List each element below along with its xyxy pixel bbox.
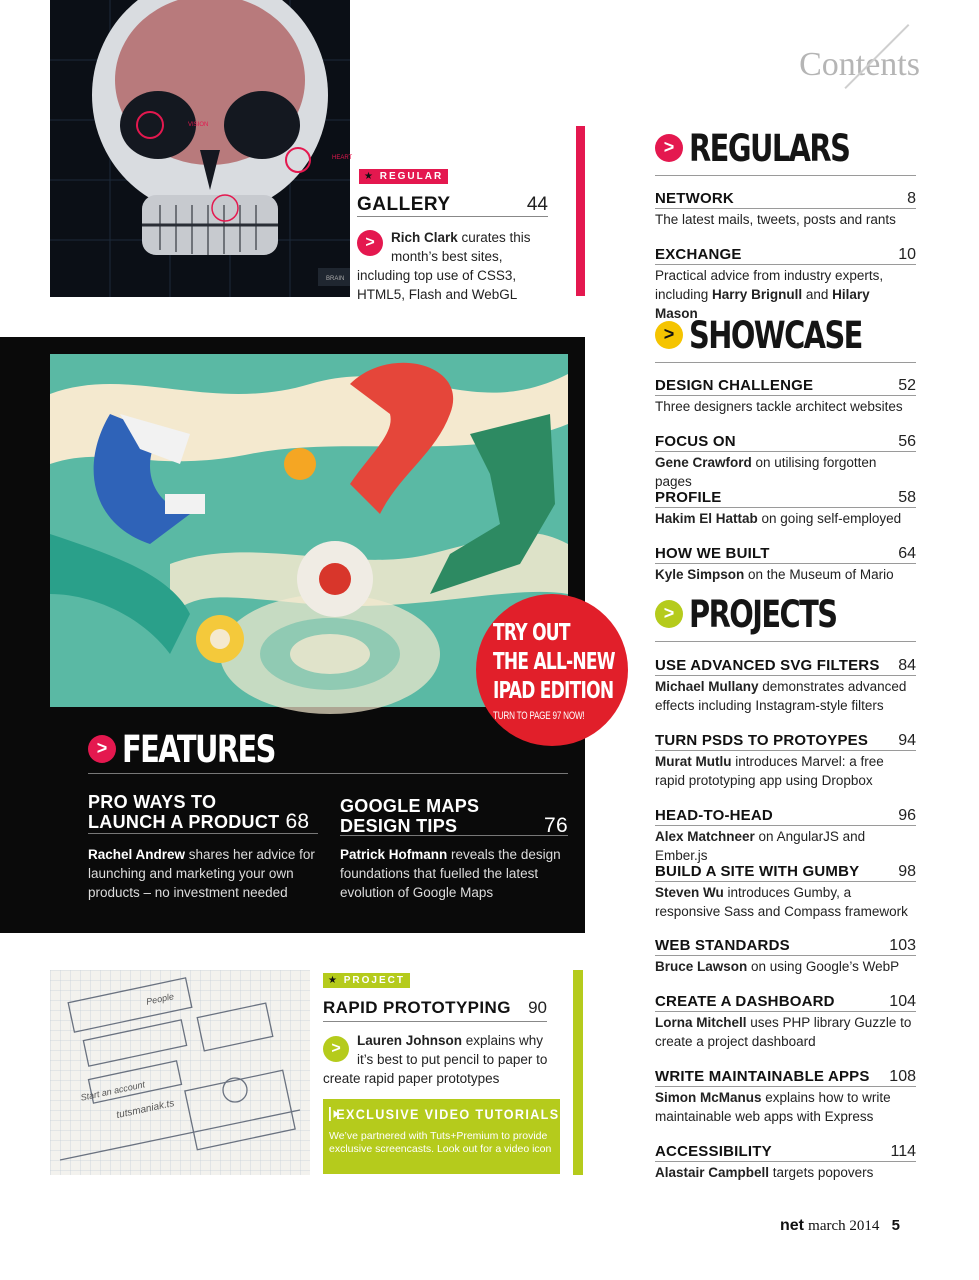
star-icon: ★ [364,171,375,182]
project-description [323,1031,548,1088]
item-title: HEAD-TO-HEAD [655,807,773,824]
feature-2-title-2: DESIGN TIPS [340,816,458,836]
item-author: Alex Matchneer [655,829,755,844]
list-item[interactable] [655,1142,916,1182]
chevron-right-icon: > [655,600,683,628]
chevron-right-icon: > [655,134,683,162]
ipad-promo-line1: TRY OUT [493,620,570,646]
item-page: 58 [898,489,916,506]
sketch-label-c: People [145,991,175,1007]
item-desc-text: on going self-employed [757,511,902,526]
item-author: Alastair Campbell [655,1165,770,1180]
item-description [655,827,916,865]
feature-2-title-1: GOOGLE MAPS [340,796,480,816]
page-footer [780,1217,900,1235]
feature-1-author: Rachel Andrew [88,847,186,862]
item-title: DESIGN CHALLENGE [655,377,814,394]
gallery-skull-image [50,0,353,297]
image-label-heart: HEART [332,155,353,161]
ipad-promo-line2: THE ALL-NEW [493,649,615,675]
list-item[interactable] [655,245,916,323]
item-desc-text: demonstrates advanced effects including Instagram-style filters [655,679,907,713]
feature-1-description [88,845,323,902]
item-title: BUILD A SITE WITH GUMBY [655,863,860,880]
feature-1-page: 68 [285,810,310,833]
item-description: The latest mails, tweets, posts and rants [655,212,896,227]
list-item[interactable] [655,656,916,715]
item-author: Michael Mullany [655,679,759,694]
footer-page-number: 5 [891,1217,900,1234]
feature-1-title-1: PRO WAYS TO [88,792,217,812]
list-item[interactable] [655,189,916,229]
list-item[interactable] [655,862,916,921]
gallery-page: 44 [526,194,548,215]
project-tag [323,973,410,988]
feature-article-2[interactable] [340,796,568,836]
regular-tag [359,169,448,184]
item-desc-bold-1: Harry Brignull [712,287,803,302]
project-desc-1: explains why [462,1033,544,1048]
page-title: Contents [799,46,920,83]
image-label-brain: BRAIN [326,276,345,282]
list-item[interactable] [655,544,916,584]
feature-article-1[interactable] [88,792,318,834]
chevron-right-icon: > [655,321,683,349]
footer-brand: net [780,1217,804,1234]
item-description [655,1163,916,1182]
regulars-heading [655,126,916,176]
regular-tag-label: REGULAR [379,171,444,182]
list-item[interactable] [655,936,916,976]
item-desc-text: uses PHP library Guzzle to create a project dashboard [655,1015,912,1049]
project-author: Lauren Johnson [357,1033,463,1048]
item-author: Kyle Simpson [655,567,745,582]
item-title: ACCESSIBILITY [655,1143,772,1160]
item-page: 104 [889,993,916,1010]
item-desc-text: on AngularJS and Ember.js [655,829,866,863]
item-page: 56 [898,433,916,450]
item-author: Hakim El Hattab [655,511,758,526]
item-description [655,565,916,584]
item-description [655,1088,916,1126]
item-title: TURN PSDS TO PROTOYPES [655,732,869,749]
item-desc-text: on utilising forgotten pages [655,455,877,489]
sketch-label-b: Start an account [79,1079,146,1103]
item-author: Lorna Mitchell [655,1015,747,1030]
item-page: 10 [898,246,916,263]
item-title: USE ADVANCED SVG FILTERS [655,657,880,674]
project-title: RAPID PROTOTYPING [323,998,511,1017]
star-icon: ★ [328,975,339,986]
item-description [655,957,916,976]
item-title: WRITE MAINTAINABLE APPS [655,1068,870,1085]
video-tutorials-box[interactable] [323,1099,565,1174]
gallery-desc-2: month’s best sites, including top use of CSS3, HTML5, Flash and WebGL [357,249,518,302]
feature-1-title-2: LAUNCH A PRODUCT [88,812,280,832]
gallery-title: GALLERY [357,194,451,215]
gallery-description [357,228,557,304]
gallery-accent-bar [576,126,585,296]
regulars-heading-label: REGULARS [689,127,850,170]
item-author: Steven Wu [655,885,724,900]
feature-2-desc: reveals the design foundations that fuelled the latest evolution of Google Maps [340,847,561,900]
item-description [655,883,916,921]
list-item[interactable] [655,1067,916,1126]
features-heading [88,729,568,774]
item-description [655,509,916,528]
item-desc-text: explains how to write maintainable web apps with Express [655,1090,891,1124]
projects-heading-label: PROJECTS [689,593,837,636]
feature-2-author: Patrick Hofmann [340,847,448,862]
feature-2-page: 76 [544,814,568,837]
gallery-author: Rich Clark [391,230,458,245]
item-description [655,752,916,790]
item-page: 52 [898,377,916,394]
item-title: WEB STANDARDS [655,937,790,954]
item-desc-text: introduces Marvel: a free rapid prototyping app using Dropbox [655,754,884,788]
showcase-heading [655,313,916,363]
item-title: PROFILE [655,489,722,506]
video-icon [329,1107,331,1121]
item-description [655,1013,916,1051]
item-desc-text: Practical advice from industry experts, including [655,268,884,302]
item-title: FOCUS ON [655,433,736,450]
item-author: Murat Mutlu [655,754,732,769]
item-title: CREATE A DASHBOARD [655,993,835,1010]
ipad-promo-line3: IPAD EDITION [493,678,614,704]
item-desc-text: introduces Gumby, a responsive Sass and Compass framework [655,885,908,919]
features-heading-label: FEATURES [122,728,275,771]
item-page: 114 [890,1143,916,1160]
item-page: 84 [898,657,916,674]
list-item[interactable] [655,806,916,865]
showcase-heading-label: SHOWCASE [689,314,862,357]
item-description [655,677,916,715]
item-author: Gene Crawford [655,455,752,470]
chevron-right-icon: > [323,1036,349,1062]
item-author: Simon McManus [655,1090,762,1105]
project-heading[interactable] [323,998,547,1022]
item-page: 103 [889,937,916,954]
item-desc-text: on the Museum of Mario [744,567,894,582]
image-label-vision: VISION [188,122,209,128]
item-desc-text: on using Google’s WebP [747,959,900,974]
projects-heading [655,592,916,642]
item-page: 8 [907,190,916,207]
item-title: EXCHANGE [655,246,742,263]
chevron-right-icon: > [357,230,383,256]
list-item[interactable] [655,731,916,790]
video-box-heading: EXCLUSIVE VIDEO TUTORIALS! [336,1106,565,1122]
list-item[interactable] [655,488,916,528]
item-page: 98 [898,863,916,880]
list-item[interactable] [655,992,916,1051]
project-page: 90 [528,998,547,1017]
item-page: 96 [898,807,916,824]
gallery-desc-1: curates this [457,230,531,245]
list-item[interactable] [655,376,916,416]
sketch-label-a: tutsmaniak.ts [115,1097,176,1122]
item-page: 94 [898,732,916,749]
item-title: NETWORK [655,190,734,207]
project-accent-bar [573,970,583,1175]
project-desc-2: it’s best to put pencil to paper to create rapid paper prototypes [323,1052,548,1086]
item-author: Bruce Lawson [655,959,748,974]
feature-2-description [340,845,570,902]
ipad-promo-small: TURN TO PAGE 97 NOW! [493,710,585,722]
list-item[interactable] [655,432,916,491]
ipad-promo-badge[interactable] [476,594,628,746]
feature-1-desc: shares her advice for launching and marketing your own products – no investment needed [88,847,315,900]
project-sketch-image [50,970,310,1175]
item-page: 64 [898,545,916,562]
item-page: 108 [889,1068,916,1085]
item-title: HOW WE BUILT [655,545,770,562]
item-desc-mid: and [802,287,833,302]
footer-issue: march 2014 [808,1218,880,1234]
chevron-right-icon: > [88,735,116,763]
item-desc-bold-2: Hilary Mason [655,287,870,321]
video-box-description: We’ve partnered with Tuts+Premium to provide exclusive screencasts. Look out for a video icon [329,1130,552,1155]
project-tag-label: PROJECT [343,975,405,986]
gallery-heading[interactable] [357,194,548,217]
item-description: Three designers tackle architect websites [655,399,903,414]
item-desc-text: targets popovers [769,1165,874,1180]
item-description [655,453,916,491]
